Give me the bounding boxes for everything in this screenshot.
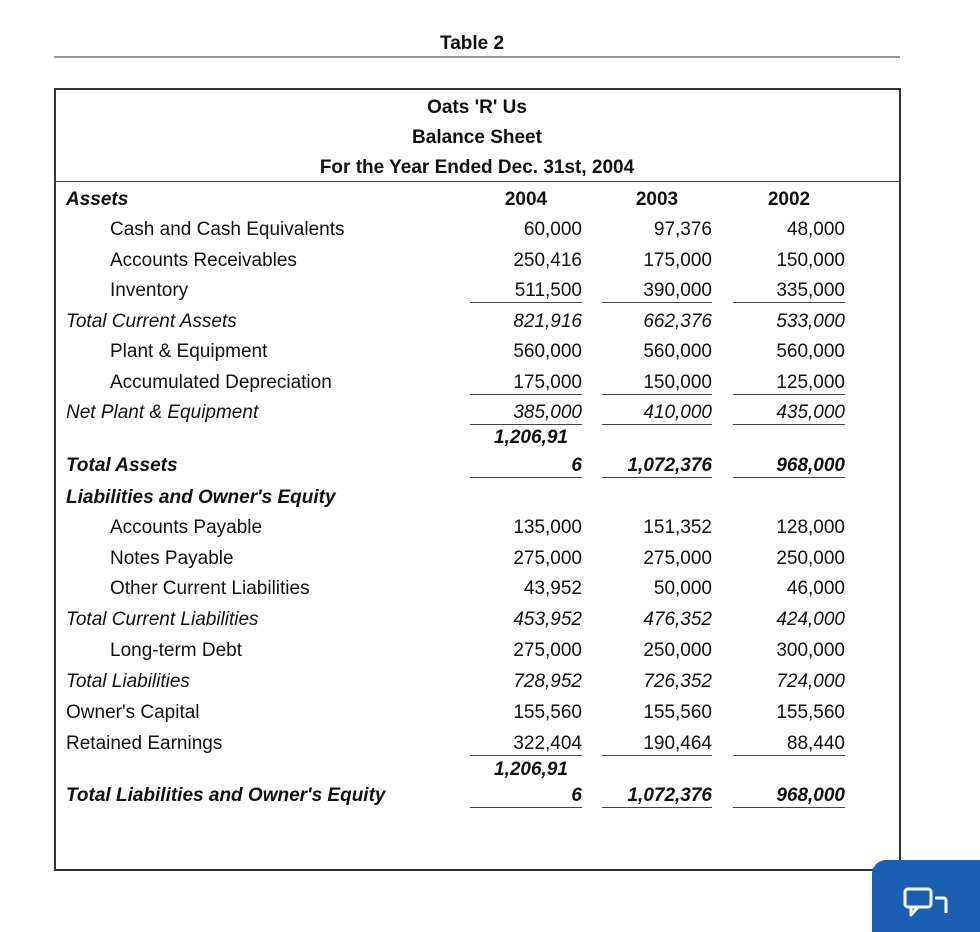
cell-2003: 1,072,376: [602, 785, 712, 808]
cell-2002: 300,000: [776, 640, 845, 661]
cell-2002: 250,000: [776, 548, 845, 569]
row-label: Total Current Assets: [66, 311, 237, 332]
chat-icon: [902, 886, 950, 922]
cell-2003: 155,560: [643, 702, 712, 723]
row-label: Cash and Cash Equivalents: [110, 219, 345, 240]
cell-2003: 190,464: [602, 733, 712, 756]
cell-2003: 476,352: [643, 609, 712, 630]
cell-2002: 560,000: [776, 341, 845, 362]
cell-2003: 150,000: [602, 372, 712, 395]
liabilities-heading: Liabilities and Owner's Equity: [66, 487, 336, 508]
year-2003-header: 2003: [635, 189, 679, 210]
cell-2003: 175,000: [643, 250, 712, 271]
cell-2002: 968,000: [733, 785, 845, 808]
cell-2004: 275,000: [513, 548, 582, 569]
year-2004-header: 2004: [504, 189, 548, 210]
row-label: Total Liabilities: [66, 671, 190, 692]
cell-2002: 155,560: [776, 702, 845, 723]
cell-2002: 968,000: [733, 455, 845, 478]
row-label: Accounts Receivables: [110, 250, 297, 271]
row-label: Notes Payable: [110, 548, 234, 569]
cell-2003: 726,352: [643, 671, 712, 692]
row-label: Other Current Liabilities: [110, 578, 310, 599]
cell-2004: 175,000: [470, 372, 582, 395]
cell-2004: 728,952: [513, 671, 582, 692]
cell-2002: 88,440: [733, 733, 845, 756]
cell-2004: 6: [470, 785, 582, 808]
cell-2004: 821,916: [513, 311, 582, 332]
cell-2002: 533,000: [776, 311, 845, 332]
cell-2004: 250,416: [513, 250, 582, 271]
row-label: Plant & Equipment: [110, 341, 268, 362]
cell-2004: 322,404: [470, 733, 582, 756]
cell-2002: 125,000: [733, 372, 845, 395]
cell-2004: 43,952: [523, 578, 582, 599]
assets-heading: Assets: [66, 189, 129, 210]
cell-2003: 1,072,376: [602, 455, 712, 478]
cell-2002: 48,000: [786, 219, 845, 240]
cell-2004-wrapped: 1,206,91: [494, 427, 568, 448]
row-label: Long-term Debt: [110, 640, 243, 661]
row-label: Inventory: [110, 280, 189, 301]
cell-2004: 453,952: [513, 609, 582, 630]
cell-2004: 155,560: [513, 702, 582, 723]
cell-2002: 46,000: [786, 578, 845, 599]
cell-2004: 6: [470, 455, 582, 478]
statement-title: Balance Sheet: [412, 127, 542, 148]
row-label: Accumulated Depreciation: [110, 372, 332, 393]
cell-2003: 50,000: [653, 578, 712, 599]
table-title: Table 2: [440, 33, 505, 54]
cell-2002: 424,000: [776, 609, 845, 630]
company-name: Oats 'R' Us: [427, 97, 527, 118]
row-label: Owner's Capital: [66, 702, 200, 723]
cell-2002: 724,000: [776, 671, 845, 692]
cell-2002: 435,000: [733, 402, 845, 425]
cell-2004-wrapped: 1,206,91: [494, 759, 568, 780]
year-2002-header: 2002: [767, 189, 811, 210]
cell-2003: 560,000: [643, 341, 712, 362]
cell-2004: 560,000: [513, 341, 582, 362]
cell-2004: 60,000: [523, 219, 582, 240]
statement-period: For the Year Ended Dec. 31st, 2004: [319, 157, 635, 178]
cell-2004: 511,500: [470, 280, 582, 303]
cell-2003: 662,376: [643, 311, 712, 332]
row-label: Total Liabilities and Owner's Equity: [66, 785, 386, 806]
cell-2002: 128,000: [776, 517, 845, 538]
cell-2003: 390,000: [602, 280, 712, 303]
row-label: Total Current Liabilities: [66, 609, 259, 630]
cell-2004: 275,000: [513, 640, 582, 661]
row-label: Retained Earnings: [66, 733, 223, 754]
title-rule: [54, 56, 900, 58]
cell-2003: 97,376: [653, 219, 712, 240]
row-label: Total Assets: [66, 455, 178, 476]
row-label: Net Plant & Equipment: [66, 402, 259, 423]
cell-2004: 385,000: [470, 402, 582, 425]
cell-2003: 410,000: [602, 402, 712, 425]
cell-2002: 335,000: [733, 280, 845, 303]
cell-2003: 151,352: [643, 517, 712, 538]
cell-2003: 250,000: [643, 640, 712, 661]
cell-2003: 275,000: [643, 548, 712, 569]
cell-2004: 135,000: [513, 517, 582, 538]
cell-2002: 150,000: [776, 250, 845, 271]
header-rule: [54, 181, 900, 182]
row-label: Accounts Payable: [110, 517, 263, 538]
chat-button[interactable]: [872, 860, 980, 932]
